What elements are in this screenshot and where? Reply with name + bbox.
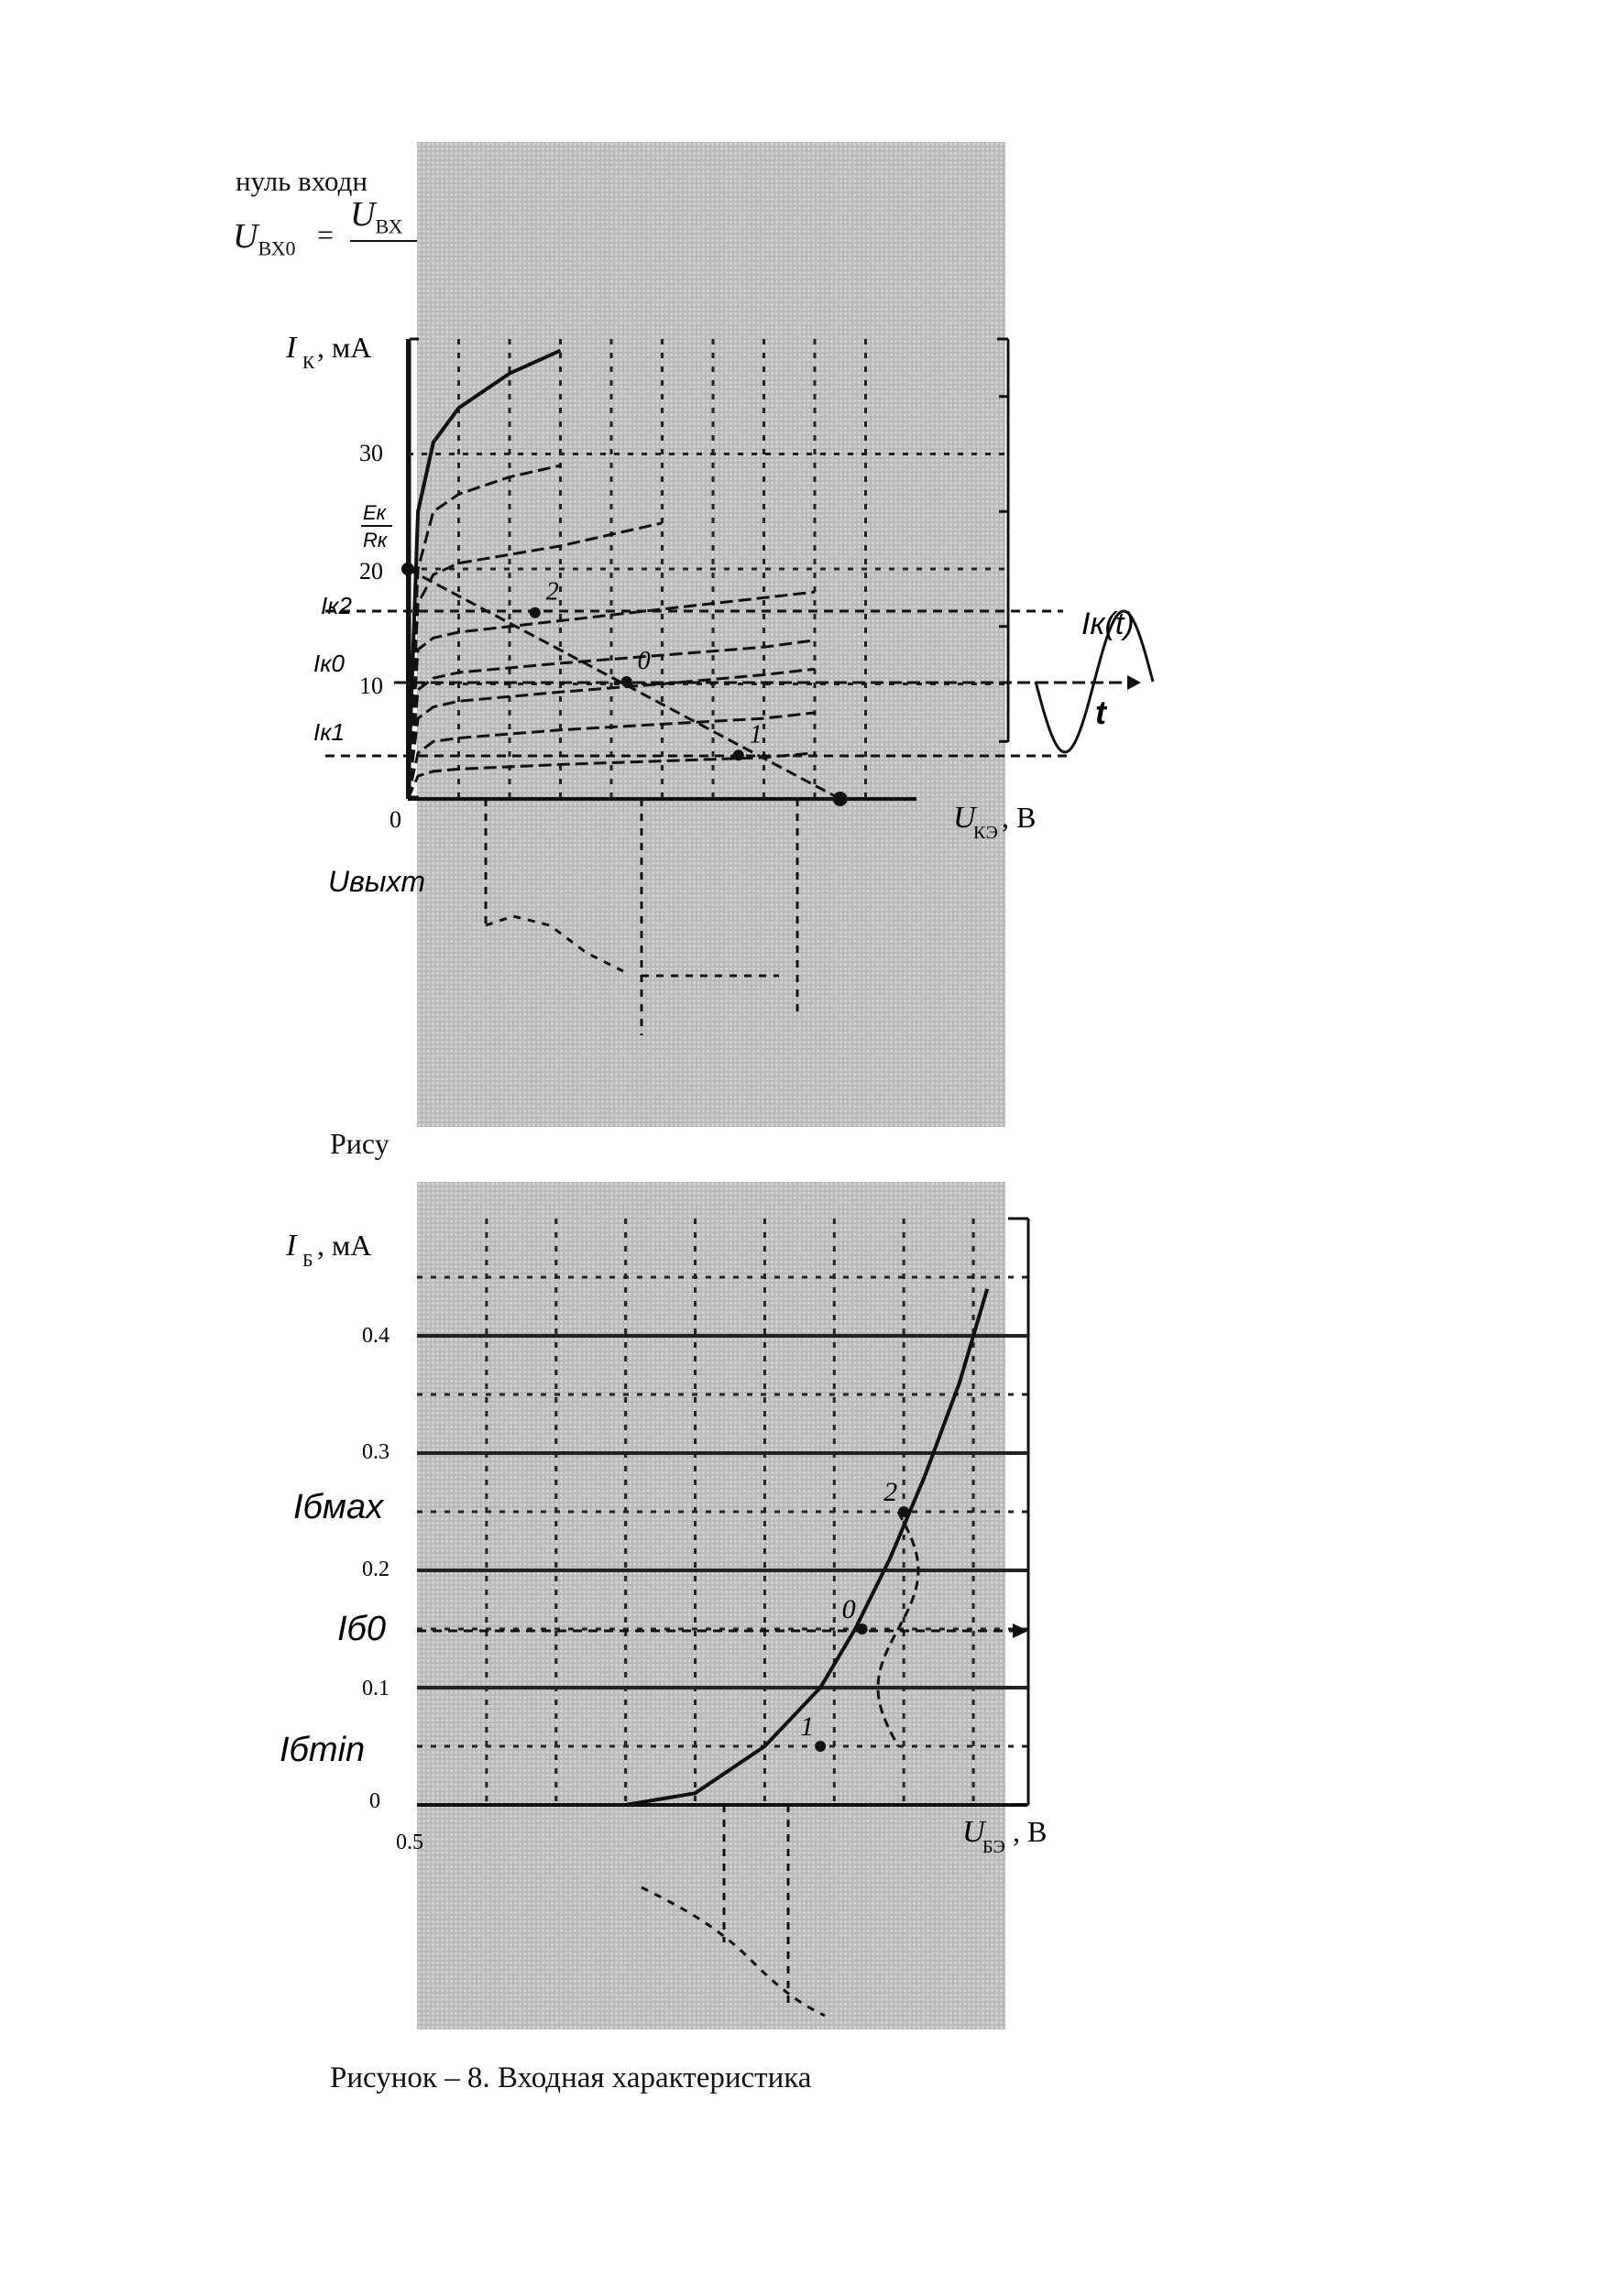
input-x-label-unit: , В: [1013, 1815, 1048, 1848]
output-t-label: t: [1095, 694, 1106, 731]
input-operating-point-1: [815, 1741, 826, 1752]
input-time-arrow: [1013, 1624, 1028, 1638]
caption-top-partial: Рису: [330, 1127, 390, 1160]
output-x-label-unit: , В: [1002, 801, 1037, 834]
formula-left: $U_{ВХ0}$: [233, 217, 296, 260]
output-curve-2: [408, 465, 561, 799]
output-ek-point: [401, 563, 414, 575]
output-ik2-label: Iк2: [321, 592, 352, 619]
input-y-tick-0: 0: [369, 1789, 380, 1813]
output-curve-8: [408, 753, 815, 799]
output-operating-point-label: 0: [637, 646, 651, 675]
formula-numerator: $U_{ВХ}$: [350, 195, 403, 238]
formula-num-sub: ВХ: [375, 214, 403, 238]
input-operating-point-0: [857, 1624, 868, 1635]
input-ibmin-label: Iбmin: [280, 1731, 366, 1769]
input-x-label-sub: БЭ: [982, 1837, 1005, 1857]
formula-left-sub: ВХ0: [258, 236, 296, 260]
output-y-label: I: [286, 331, 297, 365]
input-x-label: U: [962, 1815, 985, 1849]
input-y-label-unit: , мА: [317, 1229, 372, 1262]
input-ib0-label: Iб0: [337, 1610, 387, 1648]
output-y-tick-10: 10: [359, 672, 383, 699]
formula-equals: =: [317, 218, 335, 251]
output-operating-points: [530, 578, 763, 761]
output-operating-point-0: [621, 676, 632, 687]
input-operating-point-label: 2: [883, 1477, 898, 1507]
output-y-tick-30: 30: [359, 440, 383, 466]
output-x-label-sub: КЭ: [973, 823, 998, 843]
input-y-label: I: [286, 1229, 297, 1263]
output-curve-3: [408, 523, 663, 799]
output-time-arrow: [1127, 675, 1141, 690]
input-operating-point-label: 1: [800, 1711, 815, 1742]
output-ikt-label: Iк(t): [1081, 607, 1135, 641]
output-ek-label: Ек: [363, 501, 387, 524]
input-y-label-sub: Б: [302, 1251, 313, 1271]
output-operating-point-label: 2: [545, 577, 559, 607]
input-x-tick-05: 0.5: [396, 1831, 423, 1854]
output-ik0-label: Iк0: [313, 650, 345, 677]
input-ibmax-label: Iбмах: [293, 1488, 384, 1526]
output-x-label: U: [953, 801, 976, 835]
input-operating-point-2: [898, 1506, 909, 1517]
output-operating-point-1: [733, 749, 744, 760]
output-rk-label: Rк: [363, 529, 388, 552]
input-characteristic-chart: [0, 1154, 1624, 2071]
input-horizontal-grid: [417, 1277, 1028, 1746]
output-y-label-unit: , мА: [317, 331, 372, 364]
output-y-tick-20: 20: [359, 558, 383, 585]
top-text-line: нуль входн: [236, 165, 368, 197]
input-y-tick-04: 0.4: [362, 1324, 390, 1348]
input-y-tick-02: 0.2: [362, 1558, 390, 1581]
output-ik1-label: Iк1: [313, 718, 345, 746]
output-load-end-point: [833, 792, 848, 806]
output-voltage-projection: [486, 799, 797, 1035]
input-voltage-projection: [642, 1805, 825, 2016]
figure-caption: Рисунок – 8. Входная характеристика: [330, 2061, 812, 2094]
output-uvyxm-label: Uвыхm: [328, 865, 426, 898]
input-y-tick-03: 0.3: [362, 1440, 390, 1464]
input-y-tick-01: 0.1: [362, 1677, 390, 1700]
input-operating-point-label: 0: [841, 1594, 856, 1624]
input-operating-points: [800, 1477, 909, 1752]
output-operating-point-label: 1: [749, 720, 763, 749]
output-y-tick-0: 0: [390, 806, 401, 833]
output-operating-point-2: [530, 607, 541, 618]
output-y-label-sub: К: [302, 353, 315, 373]
